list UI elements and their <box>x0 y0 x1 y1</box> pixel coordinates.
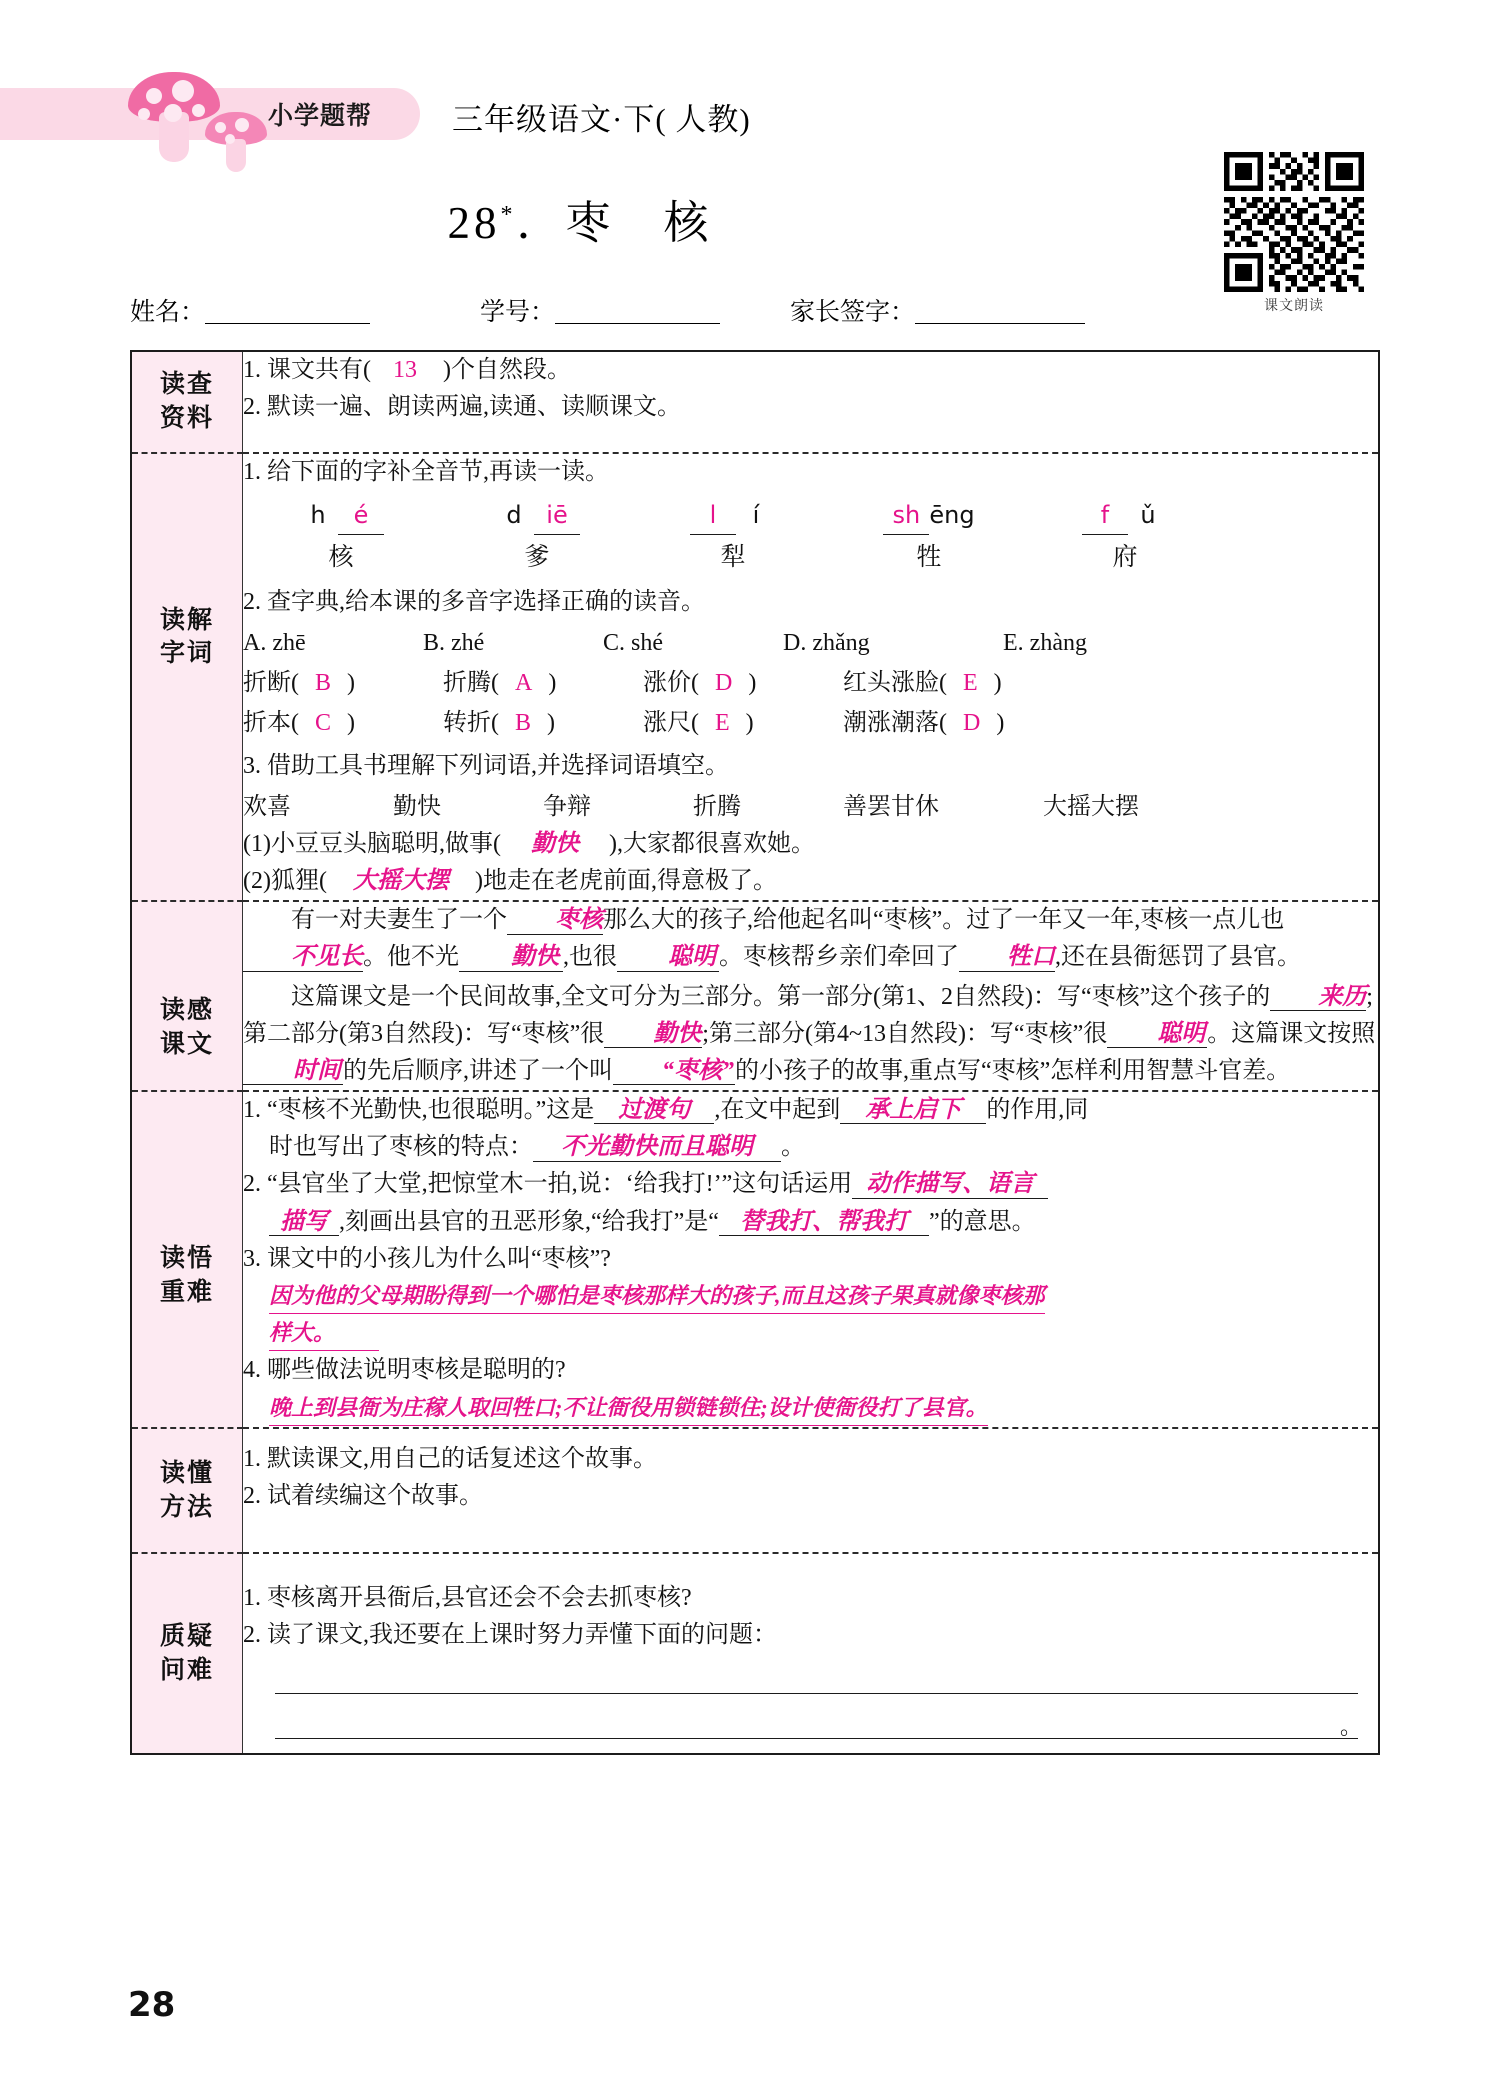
mc-answer[interactable]: A <box>515 670 533 696</box>
q2-answer-1[interactable]: 动作描写、语言 <box>852 1171 1048 1198</box>
pinyin-item <box>1027 497 1223 578</box>
category-line-2: 问难 <box>159 1657 214 1684</box>
fill-prefix: (1)小豆豆头脑聪明,做事( <box>243 830 501 857</box>
mc-answer[interactable]: C <box>315 710 332 737</box>
worksheet-table <box>130 350 1380 1755</box>
page-header <box>0 40 1506 137</box>
category-methods <box>131 1428 243 1554</box>
fill-answer[interactable]: 勤快 <box>530 830 579 857</box>
mc-answer[interactable]: B <box>515 710 532 737</box>
table-row-methods <box>131 1428 1379 1554</box>
mc-row-2 <box>243 705 1378 742</box>
q2-text-a: 2. “县官坐了大堂,把惊堂木一拍,说：‘给我打!’”这句话运用 <box>243 1171 853 1198</box>
lesson-number: 28 <box>447 198 501 248</box>
category-line-1: 读查 <box>159 371 214 398</box>
category-line-2: 课文 <box>159 1030 214 1058</box>
key-point-q3-answer-line2 <box>243 1315 1378 1352</box>
fill-prefix: (2)狐狸( <box>243 867 327 894</box>
mc-word: 涨尺 <box>643 710 691 737</box>
mc-word: 转折 <box>443 710 491 737</box>
blank-answer[interactable]: 聪明 <box>617 944 719 971</box>
q1-text-c: 的作用,同 <box>986 1097 1089 1124</box>
key-point-q3-prompt: 3. 课文中的小孩儿为什么叫“枣核”? <box>243 1245 611 1272</box>
word-bank-item: 欢喜 <box>243 793 291 820</box>
blank-answer[interactable]: 聪明 <box>1107 1021 1207 1048</box>
fill-suffix: )地走在老虎前面,得意极了。 <box>474 867 777 894</box>
parent-signature-input-line[interactable] <box>915 297 1085 324</box>
question-item-2: 2. 读了课文,我还要在上课时努力弄懂下面的问题： <box>243 1622 777 1649</box>
fill-answer[interactable]: 大摇大摆 <box>352 867 449 894</box>
mc-item: 潮涨潮落( D ) <box>843 710 1005 737</box>
word-bank-item: 争辩 <box>543 793 591 820</box>
answer-line-2[interactable] <box>275 1708 1358 1739</box>
word-study-q2-prompt: 2. 查字典,给本课的多音字选择正确的读音。 <box>243 588 705 615</box>
key-point-q4-answer <box>243 1390 1378 1427</box>
question-item-1: 1. 枣核离开县衙后,县官还会不会去抓枣核? <box>243 1585 692 1612</box>
category-line-2: 方法 <box>159 1493 214 1521</box>
mc-answer[interactable]: D <box>963 710 981 737</box>
research-item-1: 1. 课文共有( 13 )个自然段。 <box>243 357 571 383</box>
q2-answer-2[interactable]: 替我打、帮我打 <box>719 1209 929 1236</box>
mc-word: 折断 <box>243 670 291 696</box>
pinyin-exercise <box>243 497 1378 578</box>
pinyin-character: 犁 <box>720 543 746 571</box>
qr-code-icon[interactable] <box>1224 152 1364 292</box>
key-point-q1 <box>243 1092 1378 1129</box>
content-methods <box>243 1428 1380 1554</box>
option-a: A. zhē <box>243 629 306 656</box>
pinyin-answer[interactable]: sh <box>883 497 929 535</box>
q1-answer-3[interactable]: 不光勤快而且聪明 <box>533 1134 781 1161</box>
mc-item: 折本( C ) <box>243 710 356 737</box>
mc-item: 转折( B ) <box>443 710 556 737</box>
key-point-q2-line2 <box>243 1204 1378 1241</box>
pinyin-suffix: í <box>752 500 760 529</box>
category-line-1: 读感 <box>159 997 214 1025</box>
q4-answer-text[interactable]: 晚上到县衙为庄稼人取回牲口;不让衙役用锁链锁住;设计使衙役打了县官。 <box>269 1391 988 1426</box>
q1-text-d: 时也写出了枣核的特点： <box>269 1134 533 1161</box>
blank-answer[interactable]: 勤快 <box>459 944 563 971</box>
name-input-line[interactable] <box>205 297 370 324</box>
page-title <box>0 186 1160 251</box>
content-read-research <box>243 351 1380 453</box>
category-reading-comprehension <box>131 901 243 1091</box>
q2-text-c: ”的意思。 <box>928 1208 1036 1235</box>
q3-answer-text-2[interactable]: 样大。 <box>269 1316 379 1351</box>
mc-word: 折腾 <box>443 670 491 696</box>
pinyin-character: 核 <box>328 543 354 571</box>
book-title: 三年级语文·下( 人教) <box>452 102 751 137</box>
category-line-1: 质疑 <box>159 1623 214 1651</box>
table-row-key-points <box>131 1091 1379 1428</box>
category-line-1: 读解 <box>159 606 214 634</box>
mc-word: 涨价 <box>643 670 691 696</box>
research-item-2: 2. 默读一遍、朗读两遍,读通、读顺课文。 <box>243 394 681 421</box>
blank-answer[interactable]: 枣核 <box>507 907 603 934</box>
fill-blank-1 <box>243 826 1378 863</box>
key-point-q3-answer-line1 <box>243 1278 1378 1315</box>
pinyin-item <box>635 497 831 578</box>
category-line-2: 资料 <box>159 404 214 432</box>
pinyin-answer[interactable]: iē <box>534 497 580 535</box>
answer-line-1[interactable] <box>275 1663 1358 1694</box>
answer-paragraph-count: 13 <box>393 357 417 383</box>
fill-suffix: ),大家都很喜欢她。 <box>608 830 815 857</box>
table-row-read-research <box>131 351 1379 453</box>
student-info-line <box>130 292 1140 332</box>
mc-word: 潮涨潮落 <box>843 710 939 737</box>
q1-text-b: ,在文中起到 <box>714 1097 841 1124</box>
pinyin-suffix: ēng <box>929 500 975 529</box>
q1-answer-2[interactable]: 承上启下 <box>840 1097 986 1124</box>
pinyin-suffix: ǔ <box>1140 500 1156 529</box>
q1-answer-1[interactable]: 过渡句 <box>594 1097 714 1124</box>
category-line-2: 重难 <box>159 1278 214 1306</box>
mushroom-small-icon <box>205 112 267 166</box>
key-point-q1-line2 <box>243 1129 1378 1166</box>
star-mark: * <box>500 202 517 228</box>
mc-item: 折断( B ) <box>243 670 356 696</box>
blank-answer[interactable]: 时间 <box>243 1058 343 1085</box>
pinyin-answer[interactable]: f <box>1082 497 1128 535</box>
mc-item: 折腾( A ) <box>443 670 557 696</box>
key-point-q4-prompt: 4. 哪些做法说明枣核是聪明的? <box>243 1357 566 1384</box>
content-key-points <box>243 1091 1380 1428</box>
word-study-q1-prompt: 1. 给下面的字补全音节,再读一读。 <box>243 458 609 485</box>
mc-row-1 <box>243 665 1378 702</box>
blank-answer[interactable]: 牲口 <box>959 944 1055 971</box>
mc-item: 红头涨脸( E ) <box>843 670 1002 696</box>
table-row-word-study <box>131 453 1379 902</box>
category-word-study <box>131 453 243 902</box>
category-read-research <box>131 351 243 453</box>
option-c: C. shé <box>603 629 663 656</box>
mc-word: 折本 <box>243 710 291 737</box>
word-bank-item: 折腾 <box>693 793 741 820</box>
word-bank-item: 大摇大摆 <box>1043 793 1139 820</box>
key-point-q2 <box>243 1166 1378 1203</box>
fill-blank-2 <box>243 863 1378 900</box>
table-row-questions <box>131 1553 1379 1753</box>
content-reading-comprehension <box>243 901 1380 1091</box>
mc-answer[interactable]: B <box>315 670 332 696</box>
mc-answer[interactable]: E <box>963 670 978 696</box>
pinyin-character: 牲 <box>916 543 942 571</box>
lesson-title-text: 枣 核 <box>565 198 713 248</box>
method-item-2: 2. 试着续编这个故事。 <box>243 1482 483 1509</box>
student-id-label: 学号： <box>480 299 556 326</box>
category-key-points <box>131 1091 243 1428</box>
option-b: B. zhé <box>423 629 485 656</box>
category-line-1: 读悟 <box>159 1245 214 1273</box>
page-number: 28 <box>128 1985 176 2025</box>
name-label: 姓名： <box>130 299 206 326</box>
content-questions <box>243 1553 1380 1753</box>
comprehension-paragraph-1: 有一对夫妻生了一个 枣核那么大的孩子,给他起名叫“枣核”。过了一年又一年,枣核一点儿也不见长。他不光 勤快 ,也很 聪明 。枣核帮乡亲们牵回了 牲口,还在县衙惩罚了县官。 <box>243 902 1378 976</box>
qr-code-block[interactable] <box>1224 152 1374 315</box>
brand-name: 小学题帮 <box>268 101 373 130</box>
category-line-2: 字词 <box>159 640 214 668</box>
q3-answer-text-1[interactable]: 因为他的父母期盼得到一个哪怕是枣核那样大的孩子,而且这孩子果真就像枣核那 <box>269 1279 1045 1314</box>
title-separator: ． <box>516 198 566 248</box>
pronunciation-options <box>243 625 1378 662</box>
blank-answer[interactable]: 来历 <box>1270 984 1366 1011</box>
pinyin-character: 爹 <box>524 543 550 571</box>
blank-answer[interactable]: “枣核” <box>613 1058 735 1085</box>
q1-text-a: 1. “枣核不光勤快,也很聪明。”这是 <box>243 1097 595 1124</box>
option-e: E. zhàng <box>1003 629 1087 656</box>
method-item-1: 1. 默读课文,用自己的话复述这个故事。 <box>243 1445 657 1472</box>
mc-word: 红头涨脸 <box>843 670 939 696</box>
word-bank-item: 勤快 <box>393 793 441 820</box>
content-word-study <box>243 453 1380 902</box>
mc-item: 涨价( D ) <box>643 670 757 696</box>
pinyin-item: d iē 爹 <box>439 497 635 578</box>
qr-code-label: 课文朗读 <box>1264 299 1324 314</box>
word-bank-item: 善罢甘休 <box>843 793 939 820</box>
blank-answer[interactable]: 勤快 <box>604 1021 702 1048</box>
category-line-1: 读懂 <box>159 1459 214 1487</box>
comprehension-paragraph-2: 这篇课文是一个民间故事,全文可分为三部分。第一部分(第1、2自然段)：写“枣核”这个孩子的 来历;第二部分(第3自然段)：写“枣核”很 勤快;第三部分(第4~13自然段)：写“枣核”很 聪明。这篇课文按照时间的先后顺序,讲述了一个叫 “枣核”的小孩子的故事,重点写“枣核”怎样利用智慧斗官差。 <box>243 983 1376 1084</box>
parent-signature-label: 家长签字： <box>790 299 916 326</box>
option-d: D. zhǎng <box>783 629 870 656</box>
word-study-q3-prompt: 3. 借助工具书理解下列词语,并选择词语填空。 <box>243 753 729 780</box>
pinyin-item: h é 核 <box>243 497 439 578</box>
word-bank <box>243 789 1378 826</box>
blank-answer[interactable]: 不见长 <box>243 944 363 971</box>
category-questions <box>131 1553 243 1753</box>
q2-answer-1b[interactable]: 描写 <box>269 1209 339 1236</box>
pinyin-answer[interactable]: l <box>690 497 736 535</box>
student-id-input-line[interactable] <box>555 297 720 324</box>
mc-answer[interactable]: E <box>715 710 730 737</box>
pinyin-item <box>831 497 1027 578</box>
pinyin-answer[interactable]: é <box>338 497 384 535</box>
pinyin-character: 府 <box>1112 543 1138 571</box>
mc-answer[interactable]: D <box>715 670 733 696</box>
mc-item: 涨尺( E ) <box>643 710 754 737</box>
q2-text-b: ,刻画出县官的丑恶形象,“给我打”是“ <box>339 1208 719 1235</box>
q1-text-e: 。 <box>781 1134 805 1161</box>
table-row-reading-comprehension <box>131 901 1379 1091</box>
